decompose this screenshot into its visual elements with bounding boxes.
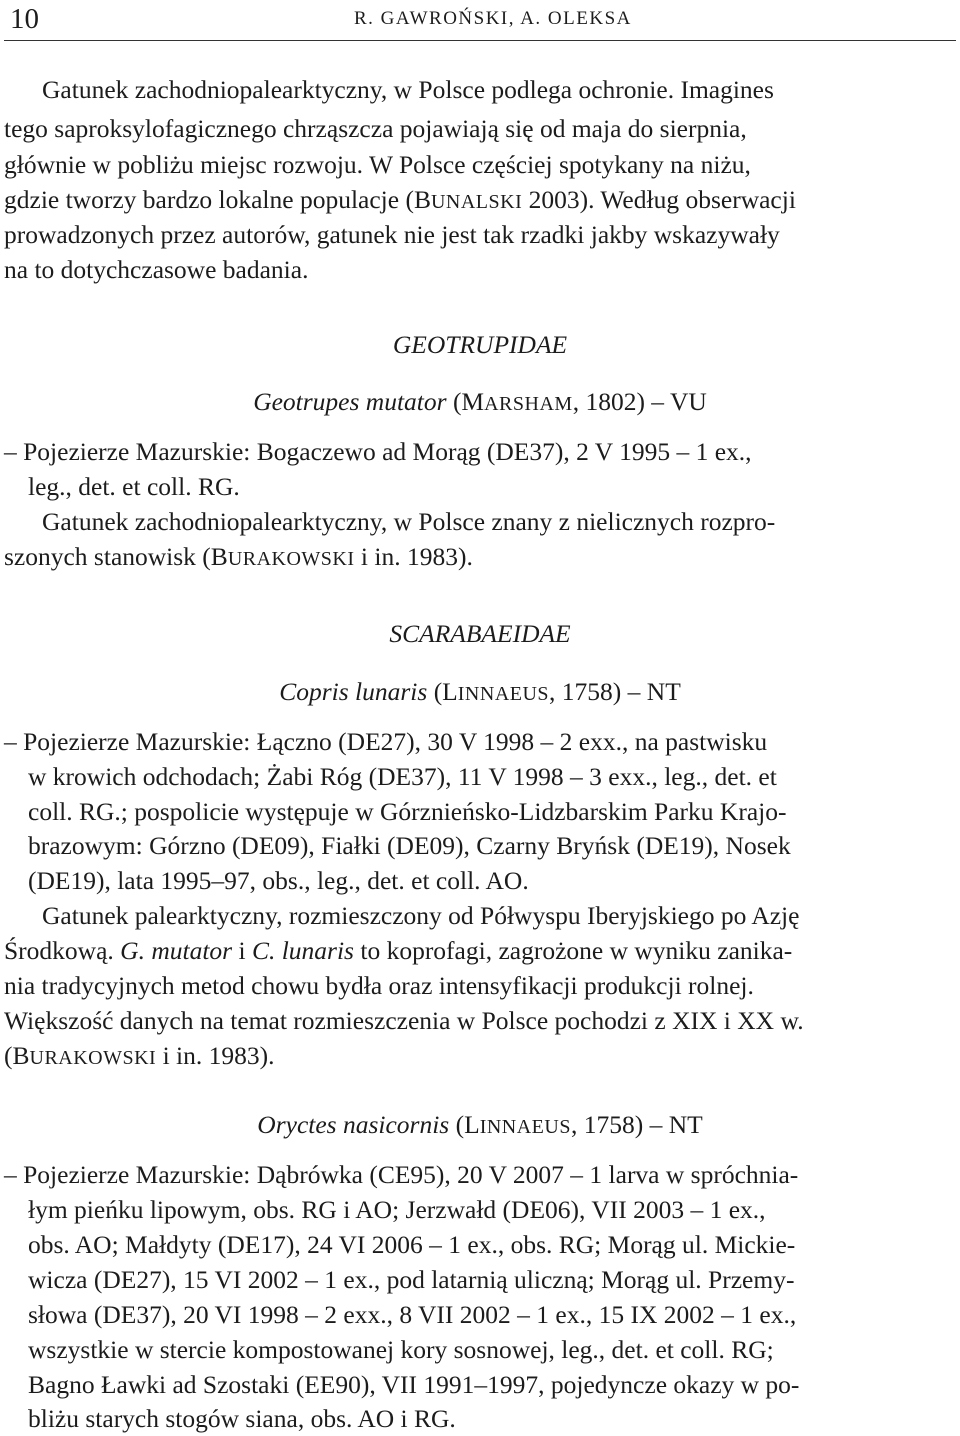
record-line-3: coll. RG.; pospolicie występuje w Górznieńsko-Lidzbarskim Parku Krajo-: [28, 797, 787, 826]
record-line-7: Bagno Ławki ad Szostaki (EE90), VII 1991–1997, pojedyncze okazy w po-: [28, 1370, 800, 1399]
record-line-2: leg., det. et coll. RG.: [28, 472, 240, 501]
note-line-1: Gatunek palearktyczny, rozmieszczony od Półwyspu Iberyjskiego po Azję: [42, 901, 800, 930]
text-span: (B: [4, 1041, 30, 1070]
text-span: szonych stanowisk (B: [4, 542, 228, 571]
record-line-5: (DE19), lata 1995–97, obs., leg., det. et coll. AO.: [28, 866, 529, 895]
text-span: , 1758) – NT: [549, 677, 681, 706]
record-line-1: – Pojezierze Mazurskie: Łączno (DE27), 30 V 1998 – 2 exx., na pastwisku: [4, 727, 768, 756]
note-line-2: [4, 934, 792, 968]
family-heading-scarabaeidae: SCARABAEIDAE: [389, 619, 571, 648]
species-heading-copris: [0, 675, 960, 711]
running-head: R. GAWROŃSKI, A. OLEKSA: [354, 8, 632, 29]
record-line-1: – Pojezierze Mazurskie: Dąbrówka (CE95), 20 V 2007 – 1 larva w spróchnia-: [4, 1160, 799, 1189]
text-span: (M: [446, 387, 485, 416]
text-span: , 1802) – VU: [572, 387, 707, 416]
author-smallcaps: INNAEUS: [457, 683, 550, 705]
intro-line-5: prowadzonych przez autorów, gatunek nie jest tak rzadki jakby wskazywały: [4, 220, 780, 249]
text-span: (L: [449, 1110, 480, 1139]
text-span: 2003). Według obserwacji: [522, 185, 796, 214]
text-span: , 1758) – NT: [570, 1110, 703, 1139]
author-smallcaps: ARSHAM: [484, 393, 573, 415]
intro-line-1: Gatunek zachodniopalearktyczny, w Polsce podlega ochronie. Imagines: [42, 75, 774, 104]
family-heading-geotrupidae: GEOTRUPIDAE: [392, 330, 568, 359]
text-span: i in. 1983).: [156, 1041, 275, 1070]
species-heading-oryctes: [0, 1108, 960, 1144]
text-span: (L: [427, 677, 458, 706]
record-line-5: słowa (DE37), 20 VI 1998 – 2 exx., 8 VII 2002 – 1 ex., 15 IX 2002 – 1 ex.,: [28, 1300, 797, 1329]
author-smallcaps: INNAEUS: [479, 1116, 571, 1138]
text-span: i: [232, 936, 252, 965]
note-line-2: [4, 540, 473, 576]
note-line-1: Gatunek zachodniopalearktyczny, w Polsce znany z nielicznych rozpro-: [42, 507, 776, 536]
note-line-4: Większość danych na temat rozmieszczenia w Polsce pochodzi z XIX i XX w.: [4, 1006, 804, 1035]
note-line-5: [4, 1039, 275, 1075]
record-line-1: – Pojezierze Mazurskie: Bogaczewo ad Morąg (DE37), 2 V 1995 – 1 ex.,: [4, 437, 752, 466]
species-name: Copris lunaris: [279, 677, 428, 706]
record-line-4: wicza (DE27), 15 VI 2002 – 1 ex., pod latarnią uliczną; Morąg ul. Przemy-: [28, 1265, 795, 1294]
text-span: gdzie tworzy bardzo lokalne populacje (B: [4, 185, 431, 214]
page-header: [4, 0, 956, 41]
record-line-3: obs. AO; Małdyty (DE17), 24 VI 2006 – 1 ex., obs. RG; Morąg ul. Mickie-: [28, 1230, 796, 1259]
author-smallcaps: UNALSKI: [430, 191, 523, 213]
intro-line-2: tego saproksylofagicznego chrząszcza pojawiają się od maja do sierpnia,: [4, 114, 747, 143]
note-line-3: nia tradycyjnych metod chowu bydła oraz intensyfikacji produkcji rolnej.: [4, 971, 754, 1000]
intro-line-4: [4, 183, 796, 219]
author-smallcaps: URAKOWSKI: [227, 548, 355, 570]
text-span: i in. 1983).: [354, 542, 473, 571]
intro-line-6: na to dotychczasowe badania.: [4, 255, 309, 284]
species-abbrev: C. lunaris: [251, 936, 354, 965]
page-number: 10: [10, 3, 39, 35]
species-name: Geotrupes mutator: [253, 387, 447, 416]
record-line-6: wszystkie w stercie kompostowanej kory sosnowej, leg., det. et coll. RG;: [28, 1335, 774, 1364]
record-line-2: w krowich odchodach; Żabi Róg (DE37), 11 V 1998 – 3 exx., leg., det. et: [28, 762, 777, 791]
record-line-2: łym pieńku lipowym, obs. RG i AO; Jerzwałd (DE06), VII 2003 – 1 ex.,: [28, 1195, 766, 1224]
text-span: Środkową.: [4, 936, 121, 965]
record-line-4: brazowym: Górzno (DE09), Fiałki (DE09), Czarny Bryńsk (DE19), Nosek: [28, 831, 791, 860]
text-span: to koprofagi, zagrożone w wyniku zanika-: [353, 936, 793, 965]
species-heading-geotrupes: [0, 385, 960, 421]
species-abbrev: G. mutator: [120, 936, 233, 965]
intro-line-3: głównie w pobliżu miejsc rozwoju. W Polsce częściej spotykany na niżu,: [4, 150, 751, 179]
species-name: Oryctes nasicornis: [257, 1110, 450, 1139]
author-smallcaps: URAKOWSKI: [29, 1047, 157, 1069]
record-line-8: bliżu starych stogów siana, obs. AO i RG.: [28, 1404, 456, 1433]
